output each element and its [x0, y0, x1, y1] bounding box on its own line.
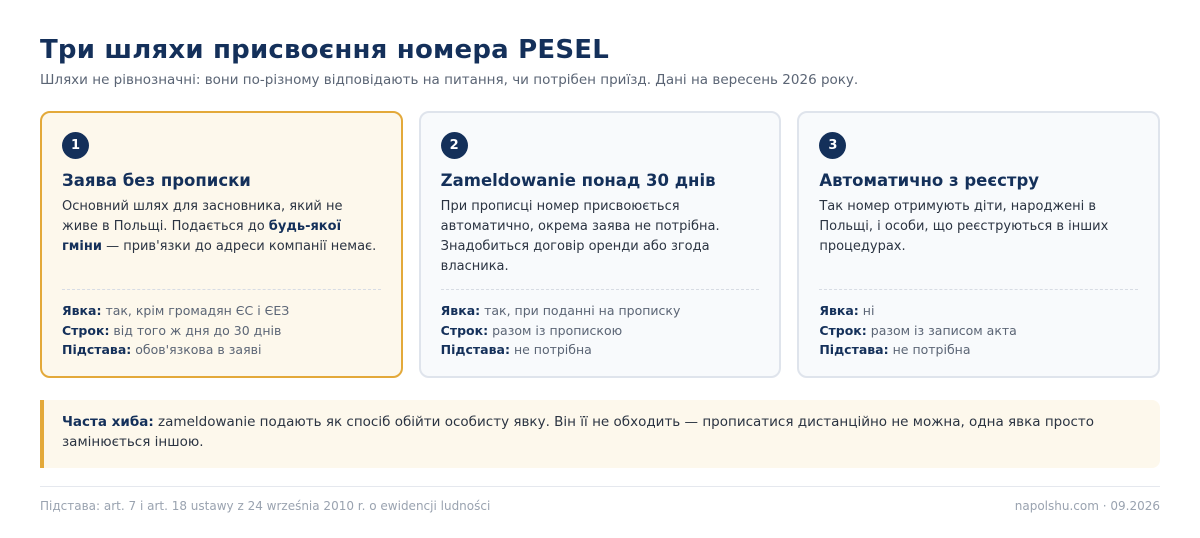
paths-cards — [40, 111, 1160, 378]
card-description: Основний шлях для засновника, який не живе в Польщі. Подається до будь-якої гміни — прив'язки до адреси компанії немає. — [62, 199, 377, 254]
callout-text: zameldowanie подають як спосіб обійти особисту явку. Він її не обходить — прописатися дистанційно не можна, одна явка просто замінюється іншою. — [62, 414, 1095, 450]
card-divider — [819, 289, 1138, 290]
step-number-badge: 2 — [441, 132, 468, 159]
path-card-3 — [797, 111, 1160, 378]
path-card-2 — [419, 111, 782, 378]
card-description-emphasis: будь-якої гміни — [62, 219, 342, 254]
footer-divider — [40, 486, 1160, 487]
card-meta — [62, 301, 391, 360]
card-title: Автоматично з реєстру — [819, 171, 1040, 190]
path-card-1 — [40, 111, 403, 378]
card-divider — [441, 289, 760, 290]
page-subtitle: Шляхи не рівнозначні: вони по-різному відповідають на питання, чи потрібен приїзд. Дані на вересень 2026 року. — [40, 72, 859, 88]
card-title: Zameldowanie понад 30 днів — [440, 171, 716, 190]
footer — [40, 498, 1160, 514]
card-description: Так номер отримують діти, народжені в Польщі, і особи, що реєструються в інших процедурах. — [819, 199, 1109, 254]
meta-row-attendance: Явка: ні — [819, 303, 875, 318]
card-meta — [819, 301, 1148, 360]
meta-row-basis: Підстава: не потрібна — [440, 342, 592, 357]
card-meta — [441, 301, 770, 360]
common-mistake-callout — [40, 400, 1160, 468]
meta-row-term: Строк: разом із пропискою — [440, 322, 623, 338]
meta-row-attendance: Явка: так, при поданні на прописку — [440, 303, 681, 318]
meta-row-attendance: Явка: так, крім громадян ЄС і ЄЕЗ — [62, 303, 290, 318]
callout-label: Часта хиба: — [62, 414, 154, 430]
footer-source: Підстава: art. 7 i art. 18 ustawy z 24 września 2010 r. o ewidencji ludności — [40, 499, 491, 513]
meta-row-basis: Підстава: обов'язкова в заяві — [62, 342, 262, 357]
card-description: При прописці номер присвоюється автоматично, окрема заява не потрібна. Знадобиться договір оренди або згода власника. — [440, 199, 720, 274]
footer-credit: napolshu.com · 09.2026 — [1014, 499, 1160, 513]
meta-row-term: Строк: від того ж дня до 30 днів — [62, 322, 282, 338]
step-number-badge: 1 — [62, 132, 89, 159]
page-title: Три шляхи присвоєння номера PESEL — [40, 35, 610, 65]
meta-row-basis: Підстава: не потрібна — [819, 342, 971, 357]
step-number-badge: 3 — [819, 132, 846, 159]
card-divider — [62, 289, 381, 290]
card-title: Заява без прописки — [62, 171, 251, 190]
meta-row-term: Строк: разом із записом акта — [819, 322, 1017, 338]
